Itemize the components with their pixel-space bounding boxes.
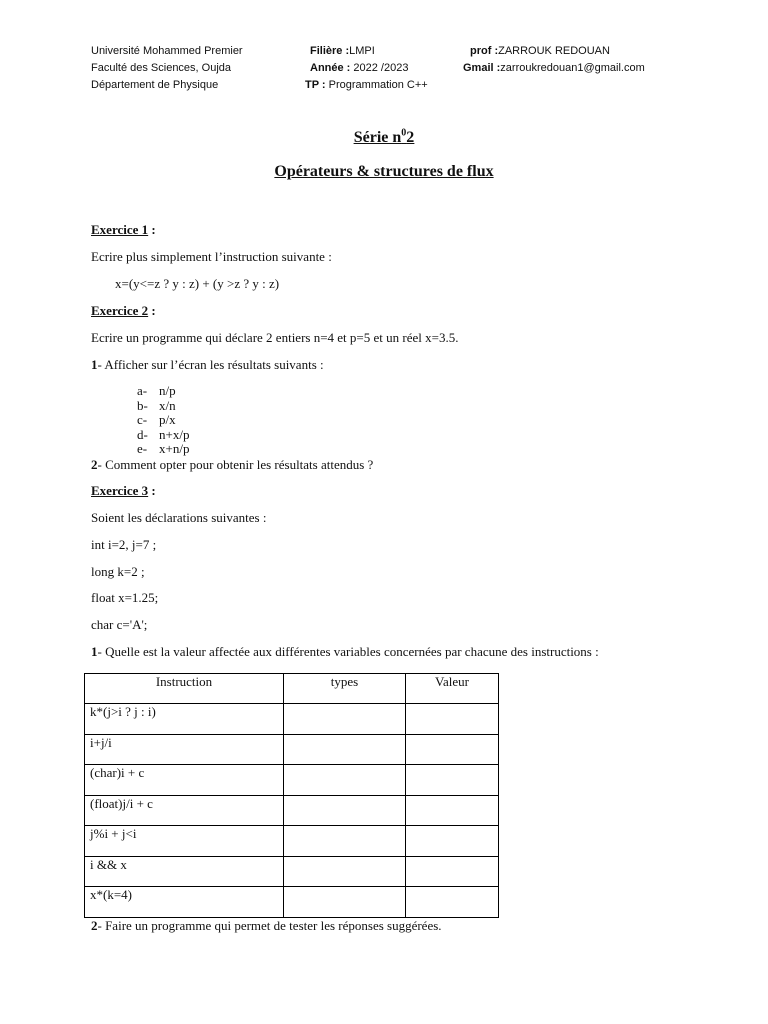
exercise-3-heading-text: Exercice 3: [91, 483, 149, 498]
series-title-num: 2: [406, 129, 415, 147]
exercise-2-q1-num: 1: [91, 357, 98, 372]
exercise-2-q2-text: - Comment opter pour obtenir les résultats attendus ?: [97, 457, 374, 472]
tp-line: [305, 78, 428, 92]
table-row: [85, 795, 499, 826]
list-item-expr: p/x: [159, 412, 176, 428]
expression-list: [137, 384, 189, 457]
list-item: [137, 428, 189, 443]
series-title: [0, 128, 768, 147]
series-title-sup: 0: [401, 128, 407, 139]
exercise-3-colon: :: [148, 483, 156, 498]
table-header-row: [85, 674, 499, 704]
instruction-table: [84, 673, 499, 918]
prof-label: prof :: [470, 45, 499, 57]
filiere-line: [310, 44, 375, 58]
declaration-line: float x=1.25;: [91, 590, 159, 605]
types-cell: [284, 887, 406, 918]
types-cell: [284, 856, 406, 887]
list-item-letter: d-: [137, 426, 148, 442]
faculty-name: Faculté des Sciences, Oujda: [91, 62, 232, 74]
types-cell: [284, 734, 406, 765]
declaration-line: char c='A';: [91, 617, 148, 632]
exercise-3-q1-text: - Quelle est la valeur affectée aux différentes variables concernées par chacune des instructions :: [97, 644, 599, 659]
instruction-cell: k*(j>i ? j : i): [85, 704, 284, 735]
table-row: [85, 765, 499, 796]
list-item-expr: n+x/p: [159, 426, 190, 442]
gmail-line: [463, 61, 645, 75]
exercise-2-colon: :: [148, 303, 156, 318]
table-row: [85, 856, 499, 887]
instruction-cell: (float)j/i + c: [85, 795, 284, 826]
table-row: [85, 704, 499, 735]
valeur-cell: [406, 795, 499, 826]
types-cell: [284, 765, 406, 796]
filiere-value: LMPI: [349, 45, 375, 57]
exercise-2-heading: [91, 303, 156, 319]
exercise-1-heading: [91, 222, 156, 238]
valeur-cell: [406, 856, 499, 887]
list-item: [137, 413, 189, 428]
declaration-line: long k=2 ;: [91, 564, 145, 579]
column-header-instruction: Instruction: [85, 674, 284, 704]
annee-value: 2022 /2023: [350, 62, 409, 74]
list-item-letter: b-: [137, 397, 148, 413]
exercise-2-heading-text: Exercice 2: [91, 303, 149, 318]
series-subtitle-text: Opérateurs & structures de flux: [274, 163, 494, 180]
instruction-cell: i+j/i: [85, 734, 284, 765]
gmail-value: zarroukredouan1@gmail.com: [500, 62, 645, 74]
types-cell: [284, 704, 406, 735]
series-title-text: Série n: [353, 129, 402, 147]
prof-line: [470, 44, 610, 58]
prof-value: ZARROUK REDOUAN: [498, 45, 610, 57]
exercise-2-question-1: [91, 357, 324, 373]
annee-label: Année :: [310, 62, 351, 74]
exercise-1-heading-text: Exercice 1: [91, 222, 149, 237]
exercise-2-q2-num: 2: [91, 457, 98, 472]
university-name: Université Mohammed Premier: [91, 45, 243, 57]
table-row: [85, 826, 499, 857]
valeur-cell: [406, 765, 499, 796]
valeur-cell: [406, 887, 499, 918]
column-header-types: types: [284, 674, 406, 704]
valeur-cell: [406, 826, 499, 857]
exercise-3-q1-num: 1: [91, 644, 98, 659]
exercise-1-code: x=(y<=z ? y : z) + (y >z ? y : z): [115, 276, 280, 291]
exercise-2-text: Ecrire un programme qui déclare 2 entiers n=4 et p=5 et un réel x=3.5.: [91, 330, 459, 345]
instruction-cell: i && x: [85, 856, 284, 887]
exercise-3-question-2: [91, 918, 442, 934]
exercise-2-question-2: [91, 457, 373, 473]
list-item-expr: x/n: [159, 397, 176, 413]
list-item: [137, 384, 189, 399]
exercise-2-q1-text: - Afficher sur l’écran les résultats suivants :: [97, 357, 324, 372]
list-item-letter: c-: [137, 412, 148, 428]
column-header-valeur: Valeur: [406, 674, 499, 704]
list-item: [137, 442, 189, 457]
department-name: Département de Physique: [91, 79, 219, 91]
gmail-label: Gmail :: [463, 62, 501, 74]
types-cell: [284, 795, 406, 826]
types-cell: [284, 826, 406, 857]
exercise-1-colon: :: [148, 222, 156, 237]
filiere-label: Filière :: [310, 45, 350, 57]
declaration-line: int i=2, j=7 ;: [91, 537, 157, 552]
annee-line: [310, 61, 408, 75]
table-row: [85, 887, 499, 918]
exercise-3-text: Soient les déclarations suivantes :: [91, 510, 267, 525]
valeur-cell: [406, 704, 499, 735]
list-item-expr: x+n/p: [159, 441, 190, 457]
series-subtitle: [0, 163, 768, 181]
valeur-cell: [406, 734, 499, 765]
list-item-letter: a-: [137, 383, 148, 398]
list-item-expr: n/p: [159, 383, 176, 398]
tp-label: TP :: [305, 79, 326, 91]
exercise-1-text: Ecrire plus simplement l’instruction suivante :: [91, 249, 332, 264]
list-item-letter: e-: [137, 441, 148, 457]
table-row: [85, 734, 499, 765]
exercise-3-heading: [91, 483, 156, 499]
exercise-3-q2-num: 2: [91, 918, 98, 933]
tp-value: Programmation C++: [325, 79, 428, 91]
instruction-cell: j%i + j<i: [85, 826, 284, 857]
exercise-3-question-1: [91, 644, 599, 660]
instruction-cell: x*(k=4): [85, 887, 284, 918]
exercise-3-q2-text: - Faire un programme qui permet de tester les réponses suggérées.: [97, 918, 442, 933]
instruction-cell: (char)i + c: [85, 765, 284, 796]
list-item: [137, 399, 189, 414]
